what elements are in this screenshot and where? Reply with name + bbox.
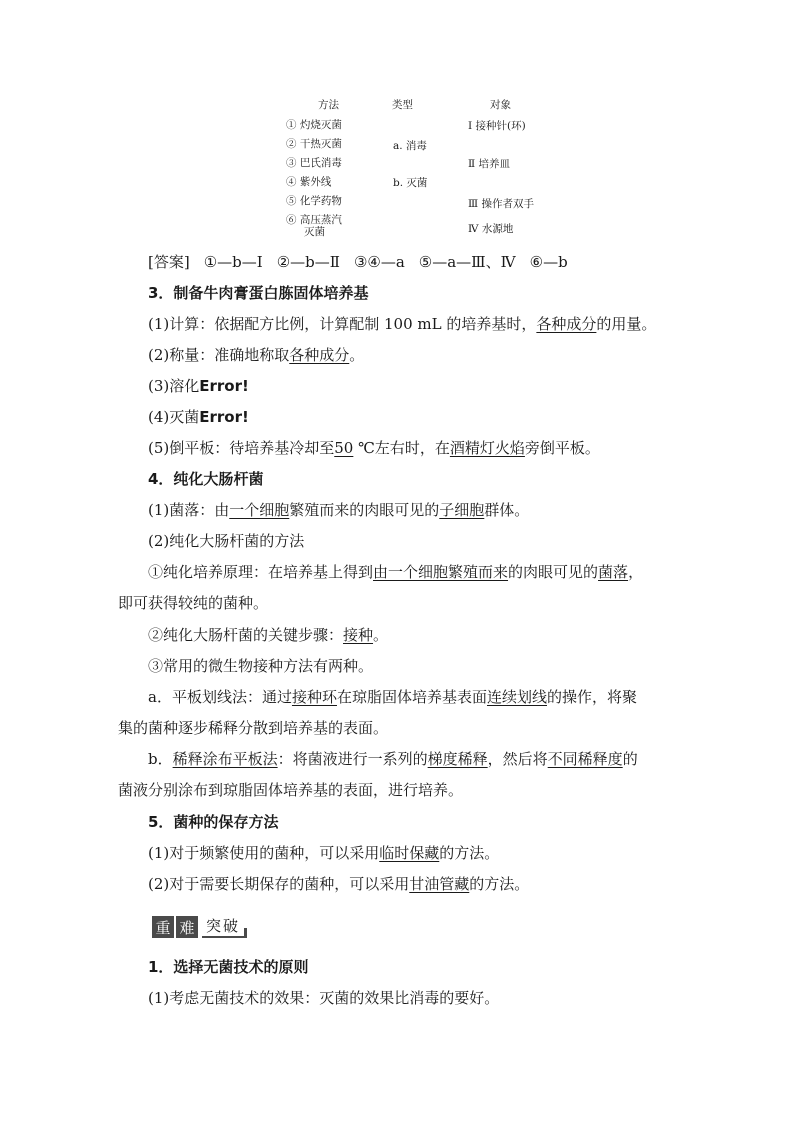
section-badge <box>152 912 247 938</box>
text: 。 <box>349 346 365 364</box>
text: (1)计算：依据配方比例，计算配制 100 mL 的培养基时， <box>148 315 537 333</box>
method-item: ⑥ 高压蒸汽 <box>286 214 342 226</box>
header-method: 方法 <box>318 99 339 111</box>
fill-answer: 子细胞 <box>439 501 485 519</box>
text: 的用量。 <box>596 315 657 333</box>
matching-table <box>280 96 580 246</box>
fill-answer: 各种成分 <box>536 315 597 333</box>
text: 群体。 <box>484 501 530 519</box>
paragraph <box>148 752 638 767</box>
paragraph: (2)纯化大肠杆菌的方法 <box>148 532 305 550</box>
text: ， <box>628 563 644 581</box>
paragraph: (1)考虑无菌技术的效果：灭菌的效果比消毒的要好。 <box>148 989 500 1007</box>
fill-answer: 由一个细胞繁殖而来 <box>373 563 509 581</box>
method-item: ② 干热灭菌 <box>286 138 342 150</box>
type-item: b. 灭菌 <box>393 177 428 189</box>
object-item: Ⅱ 培养皿 <box>468 158 510 170</box>
method-item: ① 灼烧灭菌 <box>286 119 342 131</box>
fill-answer: 50 <box>334 439 354 457</box>
text: 的肉眼可见的 <box>508 563 599 581</box>
badge-text: 突破 <box>202 914 244 938</box>
text: ②纯化大肠杆菌的关键步骤： <box>148 626 344 644</box>
fill-answer: 酒精灯火焰 <box>449 439 525 457</box>
text: (1)对于频繁使用的菌种，可以采用 <box>148 844 380 862</box>
fill-answer: 梯度稀释 <box>427 750 488 768</box>
answer-item: ⑥—b <box>529 253 568 271</box>
text: ℃左右时，在 <box>353 439 450 457</box>
text: (2)称量：准确地称取 <box>148 346 290 364</box>
fill-answer: 接种环 <box>291 688 337 706</box>
section-heading: 1．选择无菌技术的原则 <box>148 958 309 976</box>
section-heading: 3．制备牛肉膏蛋白胨固体培养基 <box>148 284 369 302</box>
header-type: 类型 <box>392 99 413 111</box>
section-heading: 4．纯化大肠杆菌 <box>148 470 264 488</box>
text: (5)倒平板：待培养基冷却至 <box>148 439 335 457</box>
paragraph <box>148 441 600 456</box>
text: 在琼脂固体培养基表面 <box>336 688 487 706</box>
paragraph <box>148 565 643 580</box>
fill-answer: 甘油管藏 <box>409 875 470 893</box>
method-item: ③ 巴氏消毒 <box>286 157 342 169</box>
text: 繁殖而来的肉眼可见的 <box>289 501 440 519</box>
paragraph <box>148 503 529 518</box>
answer-item: ①—b—Ⅰ <box>203 253 263 271</box>
badge-char: 重 <box>152 916 174 938</box>
paragraph <box>148 846 499 861</box>
object-item: Ⅰ 接种针(环) <box>468 120 526 132</box>
fill-answer: 一个细胞 <box>229 501 290 519</box>
answer-label: [答案] <box>148 253 190 271</box>
text: (4)灭菌 <box>148 408 200 426</box>
method-item: ④ 紫外线 <box>286 176 332 188</box>
text: ①纯化培养原理：在培养基上得到 <box>148 563 374 581</box>
method-item: 灭菌 <box>304 226 325 238</box>
answer-item: ③④—a <box>353 253 405 271</box>
paragraph <box>148 410 249 425</box>
fill-answer: 菌落 <box>598 563 629 581</box>
text: 的方法。 <box>439 844 500 862</box>
badge-decoration <box>244 928 247 938</box>
paragraph: 菌液分别涂布到琼脂固体培养基的表面，进行培养。 <box>118 781 464 799</box>
paragraph <box>148 348 364 363</box>
text: (3)溶化 <box>148 377 200 395</box>
answer-item: ⑤—a—Ⅲ、Ⅳ <box>418 253 516 271</box>
text: (1)菌落：由 <box>148 501 230 519</box>
paragraph <box>148 690 637 705</box>
text: 的方法。 <box>469 875 530 893</box>
text: a．平板划线法：通过 <box>148 688 292 706</box>
text: 。 <box>373 626 389 644</box>
type-item: a. 消毒 <box>393 140 427 152</box>
fill-answer: 稀释涂布平板法 <box>172 750 278 768</box>
paragraph <box>148 628 388 643</box>
fill-answer: 不同稀释度 <box>547 750 623 768</box>
paragraph: 集的菌种逐步稀释分散到培养基的表面。 <box>118 719 389 737</box>
text: 的操作，将聚 <box>547 688 638 706</box>
method-item: ⑤ 化学药物 <box>286 195 342 207</box>
fill-answer: 临时保藏 <box>379 844 440 862</box>
fill-answer: 连续划线 <box>486 688 547 706</box>
text: ，然后将 <box>487 750 548 768</box>
paragraph <box>148 379 249 394</box>
header-object: 对象 <box>490 99 511 111</box>
paragraph: ③常用的微生物接种方法有两种。 <box>148 657 374 675</box>
paragraph: 即可获得较纯的菌种。 <box>118 594 269 612</box>
text: (2)对于需要长期保存的菌种，可以采用 <box>148 875 410 893</box>
answer-line <box>148 255 568 270</box>
text: 旁倒平板。 <box>524 439 600 457</box>
fill-answer: 各种成分 <box>289 346 350 364</box>
section-heading: 5．菌种的保存方法 <box>148 813 279 831</box>
object-item: Ⅳ 水源地 <box>468 223 514 235</box>
badge-char: 难 <box>176 916 198 938</box>
answer-item: ②—b—Ⅱ <box>276 253 340 271</box>
fill-answer: 接种 <box>343 626 374 644</box>
paragraph <box>148 877 529 892</box>
object-item: Ⅲ 操作者双手 <box>468 198 534 210</box>
error-text: Error! <box>199 377 249 395</box>
error-text: Error! <box>199 408 249 426</box>
text: b． <box>148 750 173 768</box>
text: ：将菌液进行一系列的 <box>277 750 428 768</box>
paragraph <box>148 317 656 332</box>
text: 的 <box>622 750 638 768</box>
